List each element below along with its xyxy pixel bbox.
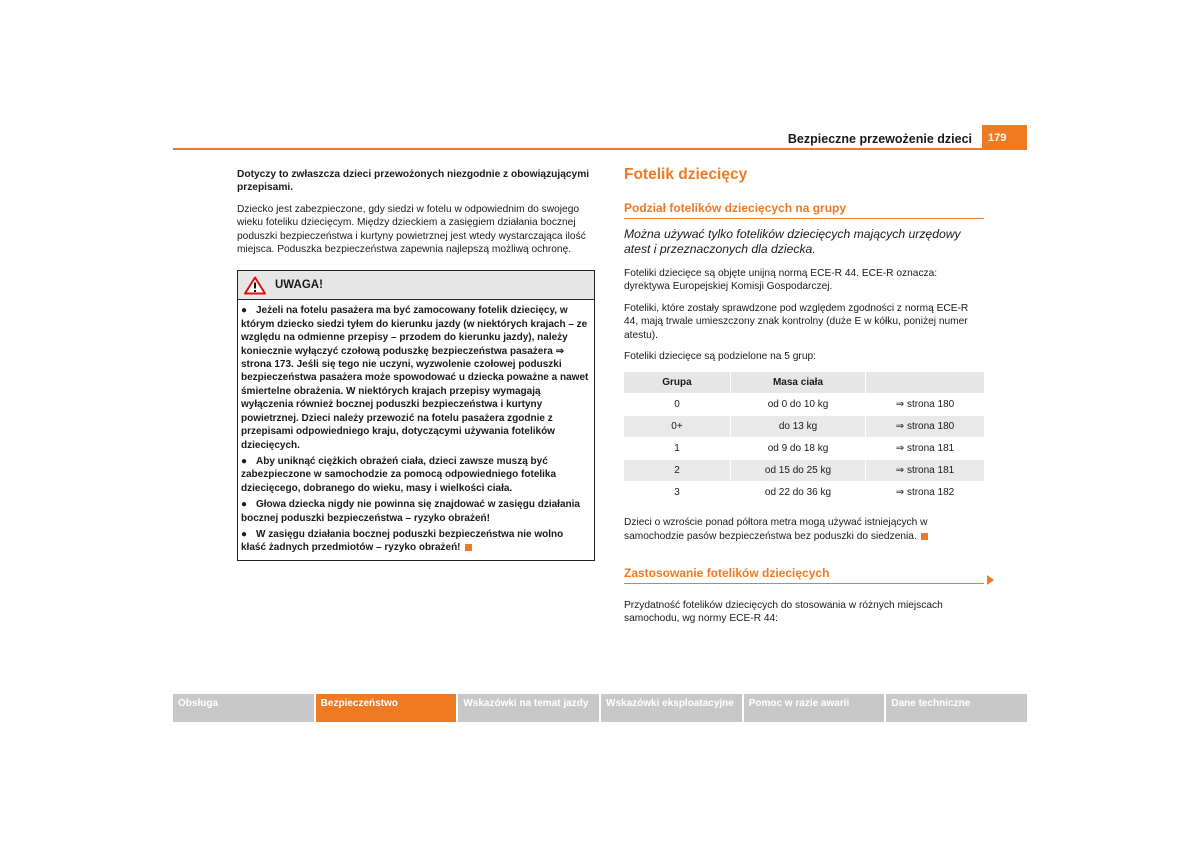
table-cell-mass: od 0 do 10 kg xyxy=(731,394,866,416)
table-cell-mass: od 22 do 36 kg xyxy=(731,482,866,504)
table-cell-group: 1 xyxy=(624,438,731,460)
nav-tab-wskazowki-eksploatacyjne[interactable]: Wskazówki eksploatacyjne xyxy=(601,694,742,722)
table-row xyxy=(624,482,984,504)
nav-tab-wskazowki-jazdy[interactable]: Wskazówki na temat jazdy xyxy=(458,694,599,722)
table-cell-ref: ⇒ strona 181 xyxy=(866,438,985,460)
intro-paragraph: Dziecko jest zabezpieczone, gdy siedzi w fotelu w odpowiednim do swojego wieku foteliku dziecięcym. Między dzieckiem a zasięgiem działania bocznej poduszki bezpieczeństwa i kurtyny powietrznej jest wtedy wystarczająca ilość miejsca. Poduszka bezpieczeństwa zapewnia najlepszą możliwą ochronę. xyxy=(237,203,586,256)
table-row xyxy=(624,438,984,460)
bullet-icon: ● xyxy=(241,528,248,540)
warning-header xyxy=(238,271,594,300)
page-number: 179 xyxy=(982,125,1027,150)
header-rule xyxy=(173,148,1027,150)
table-row xyxy=(624,460,984,482)
left-column xyxy=(237,168,595,561)
paragraph-norm: Foteliki dziecięce są objęte unijną normą ECE-R 44. ECE-R oznacza: dyrektywa Europejskiej Komisji Gospodarczej. xyxy=(624,268,938,293)
table-header-ref xyxy=(866,372,985,394)
table-cell-group: 0 xyxy=(624,394,731,416)
warning-item-text: Aby uniknąć ciężkich obrażeń ciała, dzieci zawsze muszą być zabezpieczone w samochodzie za pomocą odpowiedniego fotelika dziecięcego, dobranego do wieku, masy i wielkości ciała. xyxy=(241,455,557,494)
bullet-icon: ● xyxy=(241,499,248,511)
warning-item-text: W zasięgu działania bocznej poduszki bezpieczeństwa nie wolno kłaść żadnych przedmiotów – ryzyko obrażeń! xyxy=(241,528,564,554)
table-cell-group: 2 xyxy=(624,460,731,482)
table-cell-group: 0+ xyxy=(624,416,731,438)
table-cell-mass: do 13 kg xyxy=(731,416,866,438)
lead-italic-text: Można używać tylko fotelików dziecięcych mających urzędowy atest i przeznaczonych dla dziecka. xyxy=(624,226,961,257)
warning-body xyxy=(238,300,594,559)
table-cell-ref: ⇒ strona 182 xyxy=(866,482,985,504)
nav-tab-dane-techniczne[interactable]: Dane techniczne xyxy=(886,694,1027,722)
nav-tab-bezpieczenstwo[interactable]: Bezpieczeństwo xyxy=(316,694,457,722)
footer-navigation xyxy=(173,694,1027,722)
paragraph-groups-intro: Foteliki dziecięce są podzielone na 5 grup: xyxy=(624,351,816,363)
subheading-groups: Podział fotelików dziecięcych na grupy xyxy=(624,202,984,218)
nav-tab-pomoc[interactable]: Pomoc w razie awarii xyxy=(744,694,885,722)
paragraph-usage: Przydatność fotelików dziecięcych do stosowania w różnych miejscach samochodu, wg normy ECE-R 44: xyxy=(624,599,943,625)
warning-triangle-icon xyxy=(244,276,266,295)
table-cell-mass: od 15 do 25 kg xyxy=(731,460,866,482)
paragraph-tall-children xyxy=(624,516,984,543)
paragraph-tall-children-text: Dzieci o wzroście ponad półtora metra mogą używać istniejących w samochodzie pasów bezpieczeństwa bez poduszki do siedzenia. xyxy=(624,517,928,542)
paragraph-approval: Foteliki, które zostały sprawdzone pod względem zgodności z normą ECE-R 44, mają trwale umieszczony znak kontrolny (duże E w kółku, poniżej numer atestu). xyxy=(624,302,969,341)
table-cell-ref: ⇒ strona 180 xyxy=(866,416,985,438)
table-header-group: Grupa xyxy=(624,372,731,394)
warning-item-text: Jeżeli na fotelu pasażera ma być zamocowany fotelik dziecięcy, w którym dziecko siedzi tyłem do kierunku jazdy (w niektórych krajach – ze względu na odmienne przepisy – przodem do kierunku jazdy), należy koniecznie wyłączyć czołową poduszkę bezpieczeństwa pasażera ⇒ strona 173. Jeśli się tego nie uczyni, wyzwolenie czołowej poduszki bezpieczeństwa pasażera może spowodować u dziecka poważne a nawet śmiertelne obrażenia. W niektórych krajach przepisy wymagają wyłączenia również bocznej poduszki bezpieczeństwa i kurtyny powietrznej. Dzieci należy przewozić na fotelu pasażera zgodnie z przepisami odpowiedniego kraju, dotyczącymi używania fotelików dziecięcych. xyxy=(241,305,589,451)
end-of-section-icon xyxy=(921,533,928,540)
table-cell-mass: od 9 do 18 kg xyxy=(731,438,866,460)
subheading-usage: Zastosowanie fotelików dziecięcych xyxy=(624,567,984,583)
table-cell-ref: ⇒ strona 181 xyxy=(866,460,985,482)
table-header-mass: Masa ciała xyxy=(731,372,866,394)
intro-bold-text: Dotyczy to zwłaszcza dzieci przewożonych niezgodnie z obowiązującymi przepisami. xyxy=(237,169,590,194)
warning-box xyxy=(237,270,595,560)
bullet-icon: ● xyxy=(241,455,248,467)
groups-table xyxy=(624,372,984,504)
end-of-section-icon xyxy=(465,544,472,551)
warning-item-text: Głowa dziecka nigdy nie powinna się znajdować w zasięgu działania bocznej poduszki bezpieczeństwa – ryzyko obrażeń! xyxy=(241,499,580,524)
warning-title: UWAGA! xyxy=(275,278,323,291)
bullet-icon: ● xyxy=(241,305,248,317)
warning-item xyxy=(241,455,591,495)
warning-item xyxy=(241,304,591,451)
table-cell-group: 3 xyxy=(624,482,731,504)
table-cell-ref: ⇒ strona 180 xyxy=(866,394,985,416)
section-title: Fotelik dziecięcy xyxy=(624,166,748,183)
next-page-arrow-icon xyxy=(987,575,994,585)
warning-item xyxy=(241,528,591,555)
nav-tab-obsluga[interactable]: Obsługa xyxy=(173,694,314,722)
running-header-title: Bezpieczne przewożenie dzieci xyxy=(787,132,972,146)
table-row xyxy=(624,394,984,416)
right-column xyxy=(624,168,984,633)
warning-item xyxy=(241,498,591,525)
table-row xyxy=(624,416,984,438)
